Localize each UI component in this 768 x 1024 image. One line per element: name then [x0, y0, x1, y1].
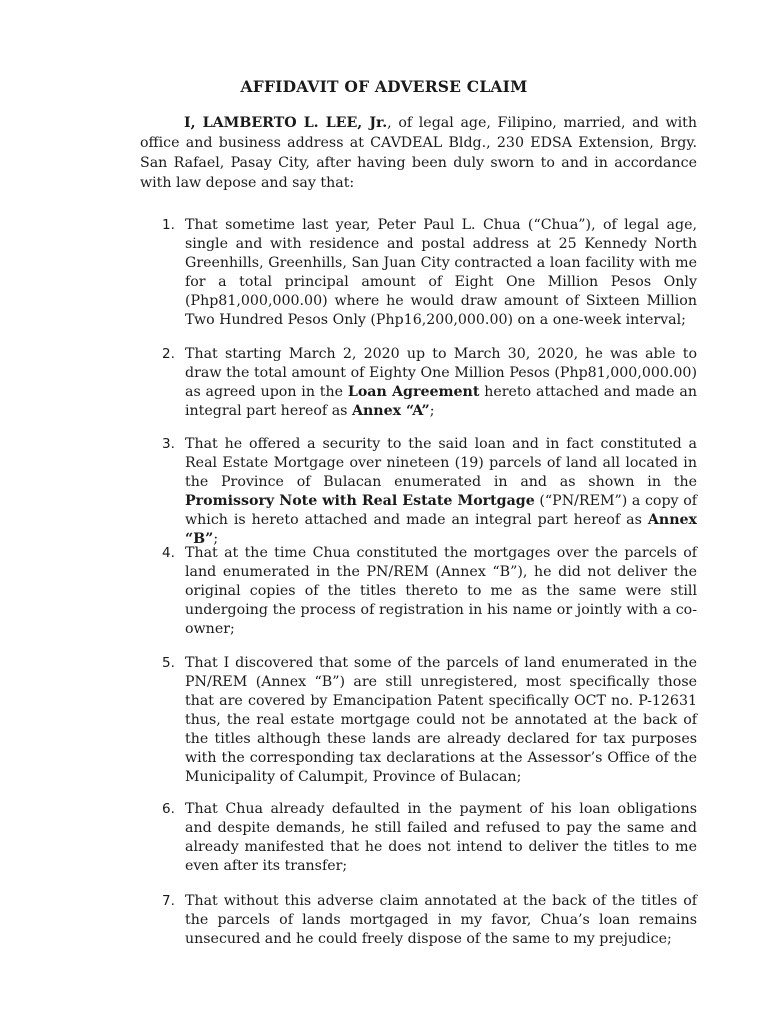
intro-text: , of legal age, Filipino, married, and with office and business address at CAVDEAL Bldg., 230 EDSA Extension, Brgy. San Rafael, Pasay City, after having been duly sworn to and in accordance with law depose and say that:: [140, 115, 697, 191]
document-title: AFFIDAVIT OF ADVERSE CLAIM: [240, 77, 528, 96]
item-text: [185, 345, 697, 421]
item-number: 4.: [162, 545, 175, 561]
item-text: That without this adverse claim annotated at the back of the titles of the parcels of lands mortgaged in my favor, Chua’s loan remains unsecured and he could freely dispose of the same to my prejudice;: [185, 893, 697, 947]
item-text-part: ;: [213, 531, 219, 547]
item-text: That Chua already defaulted in the payment of his loan obligations and despite demands, he still failed and refused to pay the same and already manifested that he does not intend to deliver the titles to me even after its transfer;: [185, 801, 697, 874]
item-text: That sometime last year, Peter Paul L. Chua (“Chua”), of legal age, single and with residence and postal address at 25 Kennedy North Greenhills, Greenhills, San Juan City contracted a loan facility with me for a total principal amount of Eight One Million Pesos Only (Php81,000,000.00) where he would draw amount of Sixteen Million Two Hundred Pesos Only (Php16,200,000.00) on a one-week interval;: [185, 217, 697, 328]
annex-a-ref: Annex “A”: [351, 403, 430, 419]
annex-b-ref: Annex “B”: [185, 512, 697, 547]
item-number: 7.: [162, 893, 175, 909]
item-text: That at the time Chua constituted the mortgages over the parcels of land enumerated in the PN/REM (Annex “B”), he did not deliver the original copies of the titles thereto to me as the same were still undergoing the process of registration in his name or jointly with a co-owner;: [185, 545, 697, 637]
intro-paragraph: [140, 113, 697, 193]
item-number: 2.: [162, 346, 175, 362]
affiant-name: I, LAMBERTO L. LEE, Jr.: [184, 115, 388, 131]
item-text-part: That starting March 2, 2020 up to March 30, 2020, he was able to draw the total amount of Eighty One Million Pesos (Php81,000,000.00) as agreed upon in the: [185, 346, 697, 400]
item-number: 6.: [162, 801, 175, 817]
item-number: 3.: [162, 436, 175, 452]
item-text: That I discovered that some of the parcels of land enumerated in the PN/REM (Annex “B”) are still unregistered, most specifically those that are covered by Emancipation Patent specifically OCT no. P-12631 thus, the real estate mortgage could not be annotated at the back of the titles although these lands are already declared for tax purposes with the corresponding tax declarations at the Assessor’s Office of the Municipality of Calumpit, Province of Bulacan;: [185, 655, 697, 785]
item-text-part: ;: [429, 403, 435, 419]
item-text: [185, 435, 697, 549]
item-text-part: hereto attached and made an integral part hereof as: [185, 384, 697, 419]
item-text-part: (“PN/REM”) a copy of which is hereto attached and made an integral part hereof as: [185, 493, 697, 528]
pn-rem-ref: Promissory Note with Real Estate Mortgage: [185, 493, 535, 509]
loan-agreement-ref: Loan Agreement: [347, 384, 480, 400]
item-number: 5.: [162, 655, 175, 671]
item-number: 1.: [162, 217, 175, 233]
item-text-part: That he offered a security to the said loan and in fact constituted a Real Estate Mortgage over nineteen (19) parcels of land all located in the Province of Bulacan enumerated in and as shown in the: [185, 436, 697, 490]
